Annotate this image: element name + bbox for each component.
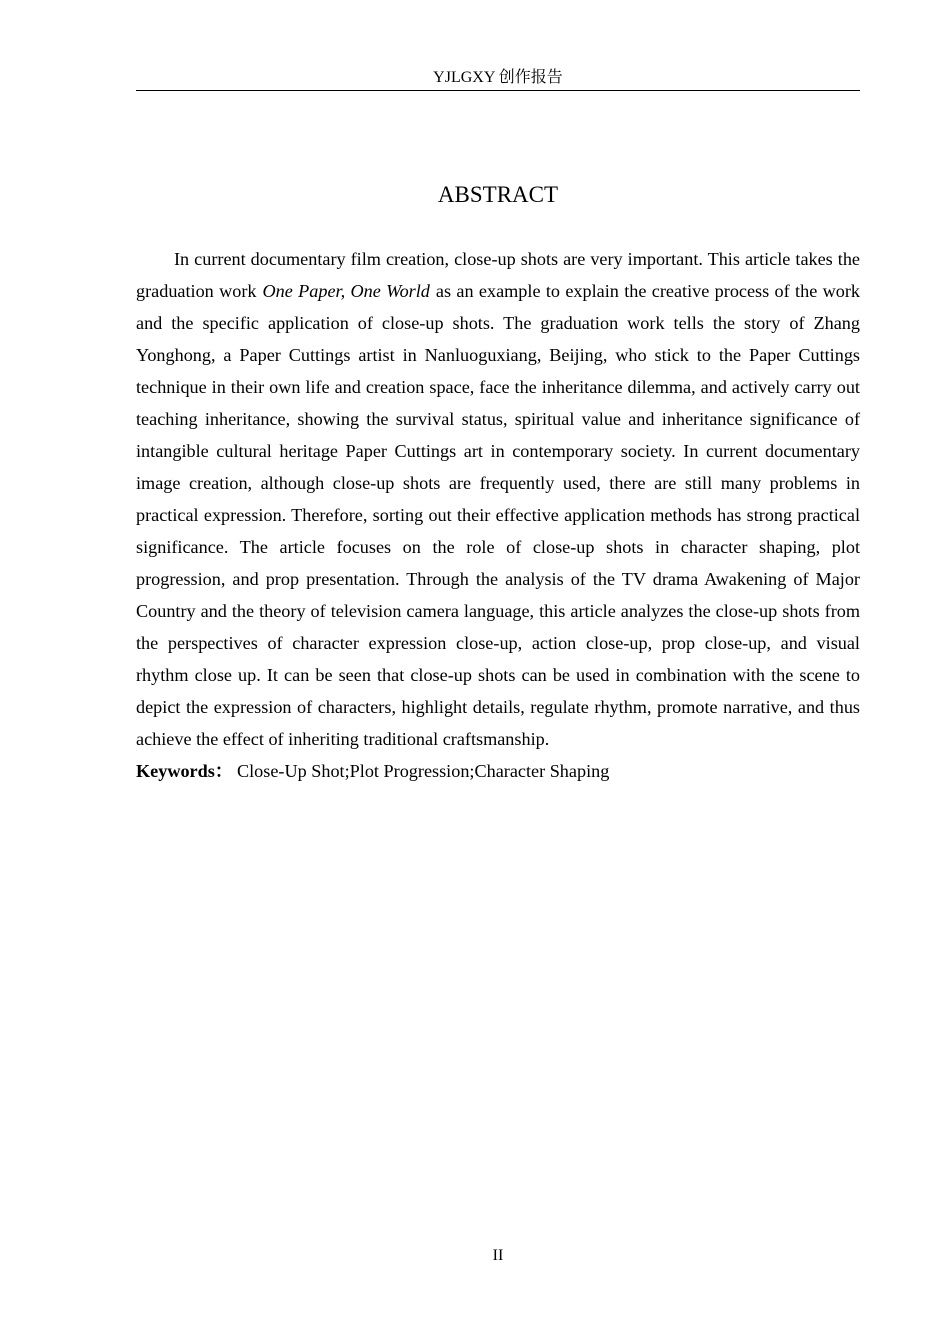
abstract-text-part-1: In current documentary film creation, close-up shots are very important. This article takes the graduation work (136, 249, 860, 301)
keywords-label: Keywords： (136, 761, 233, 781)
header-text: YJLGXY 创作报告 (433, 69, 563, 86)
keywords-line (136, 755, 860, 787)
work-title: One Paper, One World (262, 281, 430, 301)
abstract-body (136, 243, 860, 755)
abstract-text-part-2: as an example to explain the creative process of the work and the specific application of close-up shots. The graduation work tells the story of Zhang Yonghong, a Paper Cuttings artist in Nanluoguxiang, Beijing, who stick to the Paper Cuttings technique in their own life and creation space, face the inheritance dilemma, and actively carry out teaching inheritance, showing the survival status, spiritual value and inheritance significance of intangible cultural heritage Paper Cuttings art in contemporary society. In current documentary image creation, although close-up shots are frequently used, there are still many problems in practical expression. Therefore, sorting out their effective application methods has strong practical significance. The article focuses on the role of close-up shots in character shaping, plot progression, and prop presentation. Through the analysis of the TV drama Awakening of Major Country and the theory of television camera language, this article analyzes the close-up shots from the perspectives of character expression close-up, action close-up, prop close-up, and visual rhythm close up. It can be seen that close-up shots can be used in combination with the scene to depict the expression of characters, highlight details, regulate rhythm, promote narrative, and thus achieve the effect of inheriting traditional craftsmanship. (136, 281, 860, 749)
page-number: II (492, 1247, 504, 1264)
page-header (136, 66, 860, 91)
abstract-title: ABSTRACT (437, 182, 559, 207)
keywords-value: Close-Up Shot;Plot Progression;Character Shaping (237, 761, 610, 781)
